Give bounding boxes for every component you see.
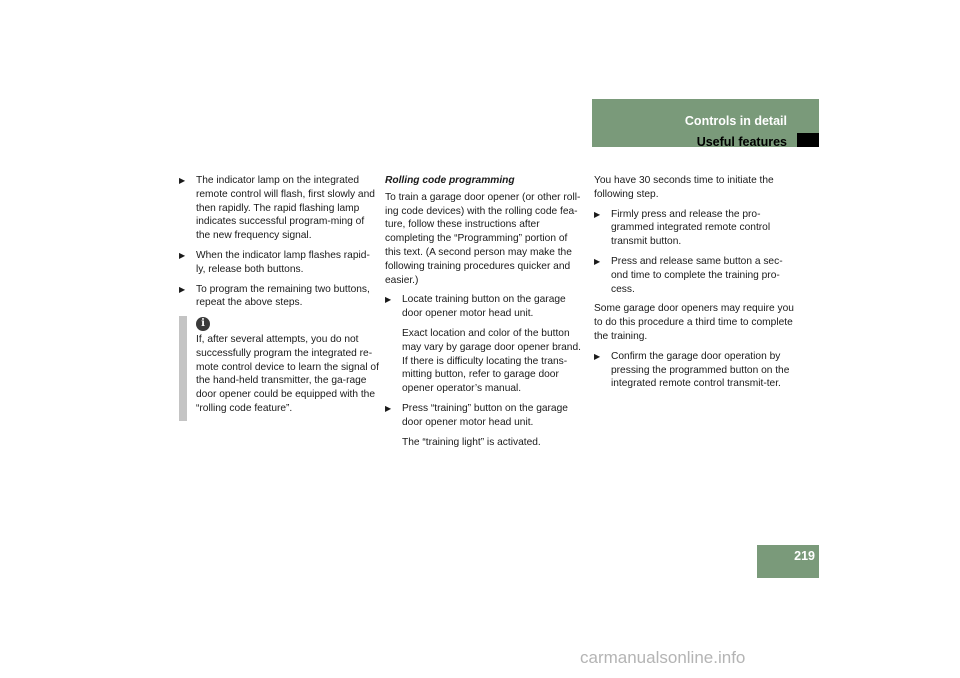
list-item xyxy=(179,283,379,311)
list-item-text: To program the remaining two buttons, repeat the above steps. xyxy=(196,283,370,309)
list-item-text: Press and release same button a sec-ond time to complete the training pro-cess. xyxy=(611,255,783,295)
note-bar xyxy=(179,316,187,421)
arrow-bullet-icon: ▶ xyxy=(179,250,186,260)
arrow-bullet-icon: ▶ xyxy=(385,295,392,305)
list-item-detail: Exact location and color of the button may vary by garage door opener brand. If there is difficulty locating the trans-mitting button, refer to garage door opener operator’s manual. xyxy=(402,327,581,395)
info-note xyxy=(179,316,379,421)
list-item-text: Locate training button on the garage door opener motor head unit. xyxy=(402,294,566,320)
list-item xyxy=(594,208,794,249)
list-item xyxy=(594,350,794,391)
section-heading: Rolling code programming xyxy=(385,175,515,186)
paragraph: You have 30 seconds time to initiate the following step. xyxy=(594,175,774,200)
list-item-detail: The “training light” is activated. xyxy=(402,436,541,448)
column-3 xyxy=(594,174,794,397)
list-item-text: The indicator lamp on the integrated remote control will flash, first slowly and then rapidly. The rapid flashing lamp indicates successful program-ming of the new frequency signal. xyxy=(196,175,375,242)
arrow-bullet-icon: ▶ xyxy=(179,176,186,185)
list-item-text: When the indicator lamp flashes rapid-ly, release both buttons. xyxy=(196,249,370,275)
note-text: If, after several attempts, you do not successfully program the integrated re-mote control device to learn the signal of the hand-held transmitter, the ga-rage door opener could be equipped with the “rolling code feature”. xyxy=(196,334,379,414)
paragraph: To train a garage door opener (or other roll-ing code devices) with the rolling code fea-ture, follow these instructions after completing the “Programming” portion of this text. (A second person may make the following training procedures quicker and easier.) xyxy=(385,191,581,286)
list-item xyxy=(594,255,794,296)
info-icon: i xyxy=(196,317,210,331)
list-item xyxy=(179,249,379,277)
page-number: 219 xyxy=(794,549,815,563)
list-item-text: Confirm the garage door operation by pressing the programmed button on the integrated remote control transmit-ter. xyxy=(611,350,790,390)
arrow-bullet-icon: ▶ xyxy=(594,256,601,266)
arrow-bullet-icon: ▶ xyxy=(594,209,601,219)
list-item xyxy=(385,402,585,430)
list-item-text: Press “training” button on the garage door opener motor head unit. xyxy=(402,402,568,428)
header-marker xyxy=(797,133,819,147)
arrow-bullet-icon: ▶ xyxy=(594,351,601,361)
arrow-bullet-icon: ▶ xyxy=(179,284,186,294)
column-2 xyxy=(385,174,585,455)
section-title: Controls in detail xyxy=(684,114,787,128)
watermark: carmanualsonline.info xyxy=(580,648,746,667)
subsection-title: Useful features xyxy=(696,135,787,149)
column-1 xyxy=(179,174,379,316)
arrow-bullet-icon: ▶ xyxy=(385,403,392,413)
list-item xyxy=(385,293,585,321)
list-item xyxy=(179,174,379,243)
list-item-text: Firmly press and release the pro-grammed integrated remote control transmit button. xyxy=(611,208,771,248)
paragraph: Some garage door openers may require you to do this procedure a third time to complete the training. xyxy=(594,303,794,342)
